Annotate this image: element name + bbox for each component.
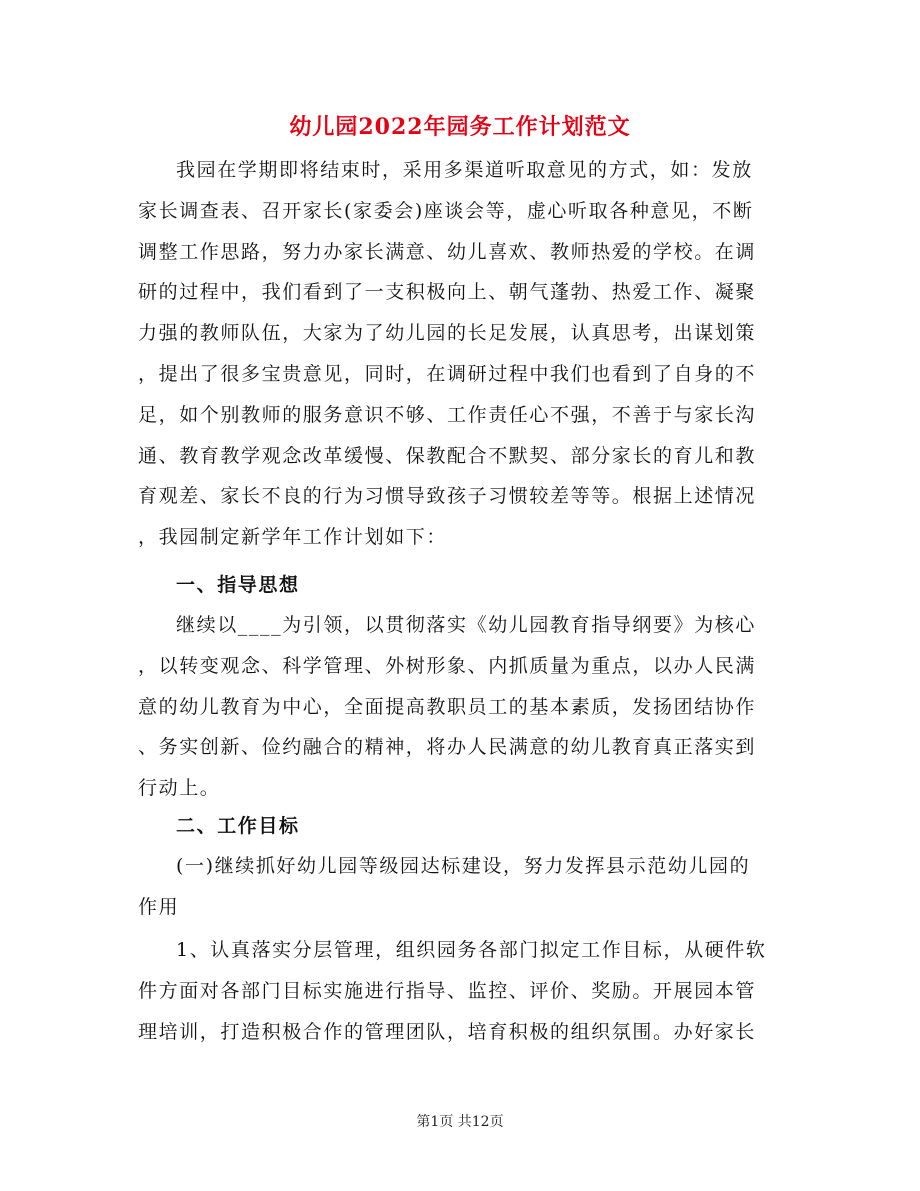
section-heading-work-goals (138, 806, 778, 847)
section-heading-guiding-thought (138, 565, 778, 606)
page-number-footer: 第1页 共12页 (416, 1114, 504, 1130)
paragraph-line: (一)继续抓好幼儿园等级园达标建设，努力发挥县示范幼儿园的 (176, 855, 751, 877)
paragraph-line: 我园在学期即将结束时，采用多渠道听取意见的方式，如：发放 (176, 159, 753, 181)
paragraph-line: ，以转变观念、科学管理、外树形象、内抓质量为重点，以办人民满 (138, 654, 757, 677)
paragraph-line: ，我园制定新学年工作计划如下： (138, 526, 448, 549)
item-1-paragraph (138, 930, 778, 1052)
intro-paragraph (138, 150, 778, 558)
paragraph-line: 力强的教师队伍，大家为了幼儿园的长足发展，认真思考，出谋划策 (138, 322, 757, 345)
paragraph-line: 通、教育教学观念改革缓慢、保教配合不默契、部分家长的育儿和教 (138, 444, 757, 467)
paragraph-line: 理培训，打造积极合作的管理团队，培育积极的组织氛围。办好家长 (138, 1020, 757, 1043)
paragraph-line: 足，如个别教师的服务意识不够、工作责任心不强，不善于与家长沟 (138, 403, 757, 426)
paragraph-line: 意的幼儿教育为中心，全面提高教职员工的基本素质，发扬团结协作 (138, 695, 757, 718)
paragraph-line: 1、认真落实分层管理，组织园务各部门拟定工作目标，从硬件软 (176, 939, 767, 961)
work-goals-paragraph (138, 846, 778, 928)
document-title: 幼儿园2022年园务工作计划范文 (289, 114, 631, 140)
paragraph-line: 家长调查表、召开家长(家委会)座谈会等，虚心听取各种意见，不断 (138, 199, 754, 222)
guiding-thought-paragraph (138, 605, 778, 809)
paragraph-line: 调整工作思路，努力办家长满意、幼儿喜欢、教师热爱的学校。在调 (138, 240, 757, 263)
paragraph-line: 研的过程中，我们看到了一支积极向上、朝气蓬勃、热爱工作、凝聚 (138, 281, 757, 304)
paragraph-line: 行动上。 (138, 777, 221, 800)
section-heading: 二、工作目标 (176, 815, 300, 837)
section-heading: 一、指导思想 (176, 574, 300, 596)
paragraph-line: 、务实创新、俭约融合的精神，将办人民满意的幼儿教育真正落实到 (138, 736, 757, 759)
paragraph-line: 育观差、家长不良的行为习惯导致孩子习惯较差等等。根据上述情况 (138, 485, 757, 508)
paragraph-line: 继续以____为引领，以贯彻落实《幼儿园教育指导纲要》为核心 (176, 614, 757, 636)
paragraph-line: 作用 (138, 895, 180, 918)
paragraph-line: ，提出了很多宝贵意见，同时，在调研过程中我们也看到了自身的不 (138, 362, 757, 385)
paragraph-line: 件方面对各部门目标实施进行指导、监控、评价、奖励。开展园本管 (138, 979, 757, 1002)
